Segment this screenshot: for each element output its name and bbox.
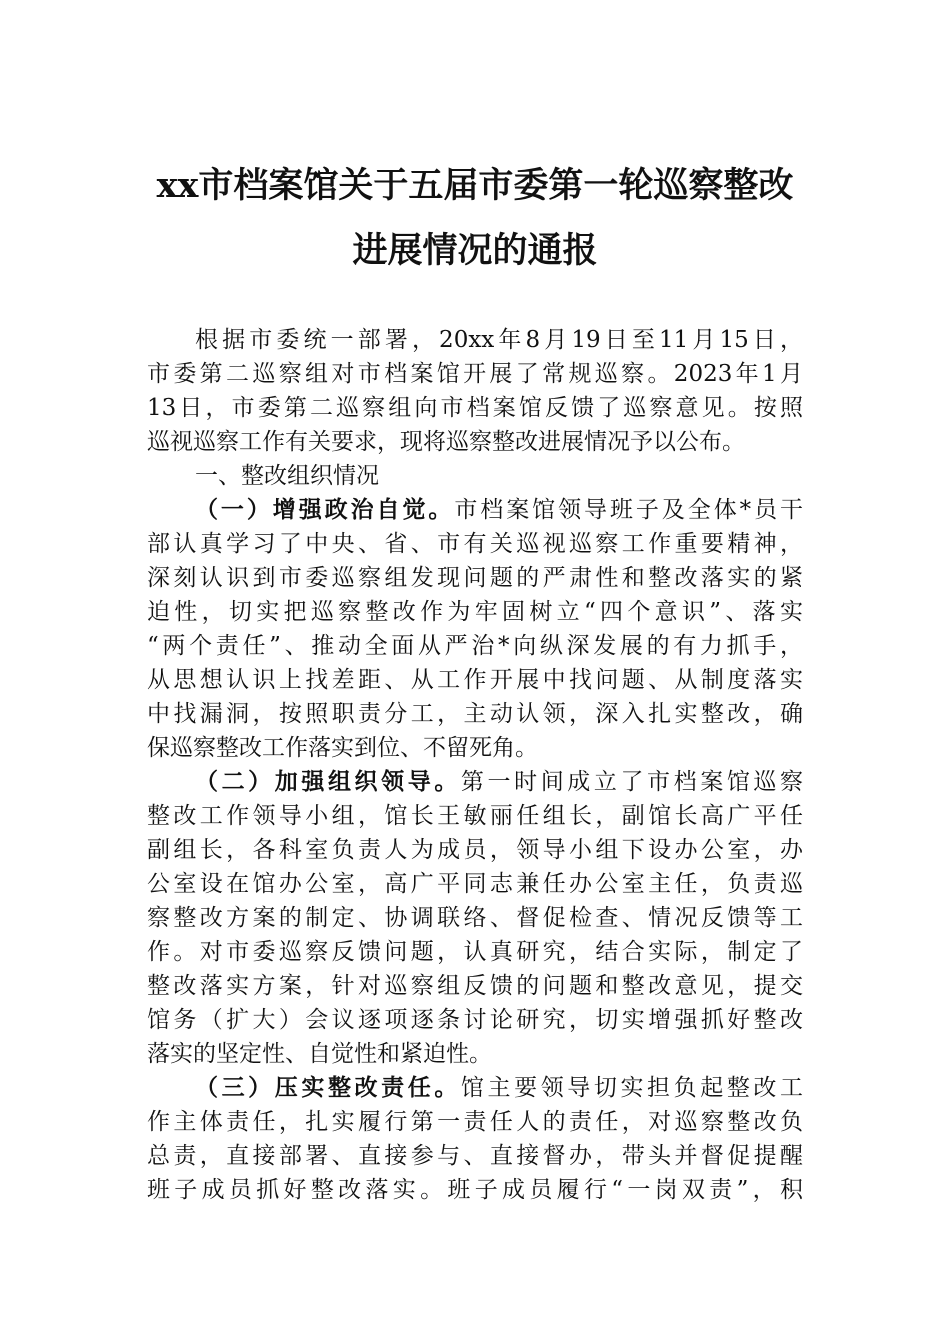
paragraph-line: 馆务（扩大）会议逐项逐条讨论研究，切实增强抓好整改 (147, 1007, 803, 1033)
document-title-line-2: 进展情况的通报 (352, 230, 598, 271)
paragraph-line: 深刻认识到市委巡察组发现问题的严肃性和整改落实的紧 (147, 565, 803, 591)
paragraph-line: 从思想认识上找差距、从工作开展中找问题、从制度落实 (147, 667, 803, 693)
intro-line: 根据市委统一部署，20xx年8月19日至11月15日， (195, 327, 803, 353)
paragraph-first-line (147, 493, 803, 527)
paragraph-line: 部认真学习了中央、省、市有关巡视巡察工作重要精神， (147, 531, 803, 557)
paragraph-line: 中找漏洞，按照职责分工，主动认领，深入扎实整改，确 (147, 701, 803, 727)
document-body (147, 323, 803, 1207)
paragraph-line: 察整改方案的制定、协调联络、督促检查、情况反馈等工 (147, 905, 803, 931)
paragraph-first-line (147, 1071, 803, 1105)
paragraph-first-line (147, 765, 803, 799)
paragraph-text: 馆主要领导切实担负起整改工 (460, 1075, 803, 1101)
paragraph-line: 作。对市委巡察反馈问题，认真研究，结合实际，制定了 (147, 939, 803, 965)
section-heading: 一、整改组织情况 (195, 463, 379, 489)
paragraph-line: 作主体责任，扎实履行第一责任人的责任，对巡察整改负 (147, 1109, 803, 1135)
paragraph-lead: （一）增强政治自觉。 (195, 496, 455, 523)
intro-line: 13日，市委第二巡察组向市档案馆反馈了巡察意见。按照 (147, 395, 803, 421)
intro-line: 市委第二巡察组对市档案馆开展了常规巡察。2023年1月 (147, 361, 803, 387)
paragraph-line: 班子成员抓好整改落实。班子成员履行“一岗双责”，积 (147, 1177, 803, 1203)
paragraph-line: 整改落实方案，针对巡察组反馈的问题和整改意见，提交 (147, 973, 803, 999)
paragraph-text: 第一时间成立了市档案馆巡察 (460, 769, 803, 795)
paragraph-lead: （二）加强组织领导。 (195, 768, 461, 795)
paragraph-line: 整改工作领导小组，馆长王敏丽任组长，副馆长高广平任 (147, 803, 803, 829)
paragraph-line: 迫性，切实把巡察整改作为牢固树立“四个意识”、落实 (147, 599, 803, 625)
paragraph-line: 副组长，各科室负责人为成员，领导小组下设办公室，办 (147, 837, 803, 863)
paragraph-line: 公室设在馆办公室，高广平同志兼任办公室主任，负责巡 (147, 871, 803, 897)
paragraph-lead: （三）压实整改责任。 (195, 1074, 461, 1101)
intro-line: 巡视巡察工作有关要求，现将巡察整改进展情况予以公布。 (147, 429, 745, 455)
paragraph-line: “两个责任”、推动全面从严治*向纵深发展的有力抓手， (147, 633, 803, 659)
document-title-line-1: xx市档案馆关于五届市委第一轮巡察整改 (156, 165, 794, 206)
paragraph-line: 保巡察整改工作落实到位、不留死角。 (147, 735, 538, 761)
paragraph-text: 市档案馆领导班子及全体*员干 (454, 497, 803, 523)
paragraph-line: 总责，直接部署、直接参与、直接督办，带头并督促提醒 (147, 1143, 803, 1169)
paragraph-line: 落实的坚定性、自觉性和紧迫性。 (147, 1041, 492, 1067)
